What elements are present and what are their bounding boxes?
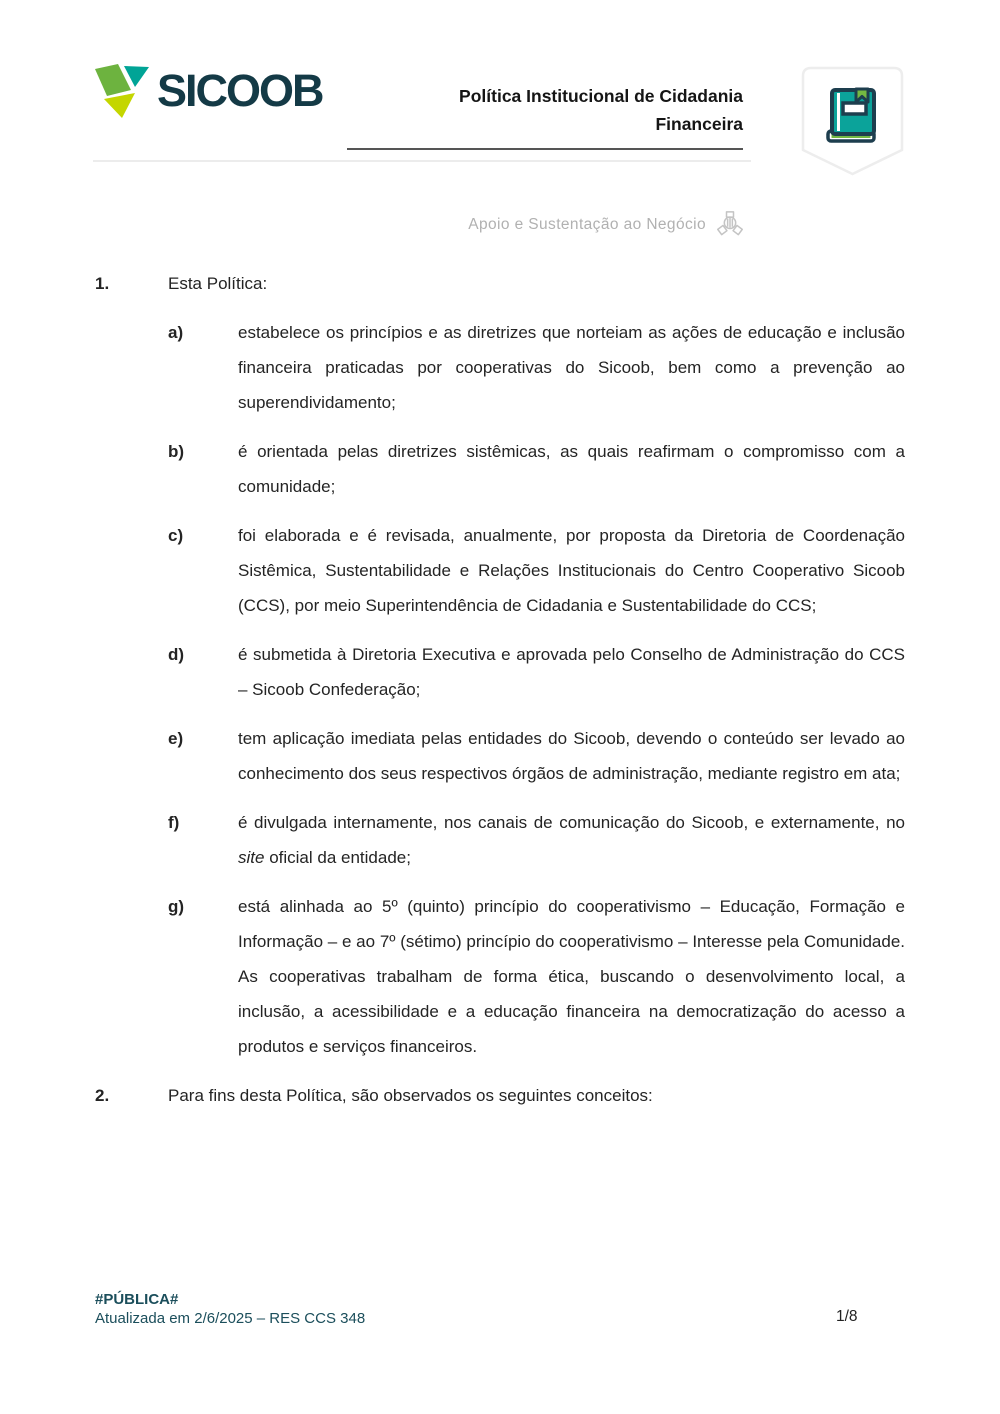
item-text: estabelece os princípios e as diretrizes que norteiam as ações de educação e inclusão financeira praticadas por cooperativas do Sicoob, bem como a prevenção ao superendividamento; xyxy=(238,323,905,412)
list-item-g xyxy=(168,889,905,1064)
category-row xyxy=(347,211,745,239)
list-item-d xyxy=(168,637,905,707)
item-text xyxy=(238,805,905,875)
section-text: Para fins desta Política, são observados os seguintes conceitos: xyxy=(168,1086,653,1105)
hands-together-icon xyxy=(715,211,745,239)
item-text: está alinhada ao 5º (quinto) princípio do cooperativismo – Educação, Formação e Informação – e ao 7º (sétimo) princípio do cooperativismo – Interesse pela Comunidade. As cooperativas trabalham de forma ética, buscando o desenvolvimento local, a inclusão, a acessibilidade e a educação financeira na democratização do acesso a produtos e serviços financeiros. xyxy=(238,897,905,1056)
item-text-italic: site xyxy=(238,848,265,867)
item-marker: e) xyxy=(168,729,184,748)
list-item-f xyxy=(168,805,905,875)
footer xyxy=(95,1290,365,1328)
list-item-a xyxy=(168,315,905,420)
title-line-2: Financeira xyxy=(655,114,743,134)
item-marker: f) xyxy=(168,813,180,832)
item-marker: g) xyxy=(168,897,185,916)
item-text: tem aplicação imediata pelas entidades do Sicoob, devendo o conteúdo ser levado ao conhecimento dos seus respectivos órgãos de administração, mediante registro em ata; xyxy=(238,729,905,783)
item-text-post: oficial da entidade; xyxy=(264,848,411,867)
list-item-b xyxy=(168,434,905,504)
document-body xyxy=(95,266,905,1127)
item-text-pre: é divulgada internamente, nos canais de comunicação do Sicoob, e externamente, no xyxy=(238,813,905,832)
title-line-1: Política Institucional de Cidadania xyxy=(459,86,743,106)
item-marker: b) xyxy=(168,442,185,461)
item-marker: d) xyxy=(168,645,185,664)
book-badge xyxy=(799,66,906,178)
item-marker: 2. xyxy=(95,1086,110,1105)
item-marker: 1. xyxy=(95,274,110,293)
section-1 xyxy=(95,266,905,301)
list-item-c xyxy=(168,518,905,623)
update-info: Atualizada em 2/6/2025 – RES CCS 348 xyxy=(95,1310,366,1327)
page-number: 1/8 xyxy=(836,1308,858,1325)
section-text: Esta Política: xyxy=(168,274,268,293)
sicoob-logo-text: SICOOB xyxy=(157,65,323,116)
item-text: foi elaborada e é revisada, anualmente, por proposta da Diretoria de Coordenação Sistêmica, Sustentabilidade e Relações Institucionais do Centro Cooperativo Sicoob (CCS), por meio Superintendência de Cidadania e Sustentabilidade do CCS; xyxy=(238,526,905,615)
category-label: Apoio e Sustentação ao Negócio xyxy=(468,216,706,233)
list-item-e xyxy=(168,721,905,791)
document-title xyxy=(347,82,743,150)
header-divider xyxy=(93,160,751,162)
sicoob-logo xyxy=(94,64,323,118)
item-text: é submetida à Diretoria Executiva e aprovada pelo Conselho de Administração do CCS – Sicoob Confederação; xyxy=(238,645,905,699)
sicoob-v-mark-icon xyxy=(94,64,150,118)
item-marker: c) xyxy=(168,526,184,545)
item-marker: a) xyxy=(168,323,184,342)
section-2 xyxy=(95,1078,905,1113)
item-text: é orientada pelas diretrizes sistêmicas, as quais reafirmam o compromisso com a comunidade; xyxy=(238,442,905,496)
classification-label: #PÚBLICA# xyxy=(95,1291,179,1308)
book-icon xyxy=(799,66,906,178)
